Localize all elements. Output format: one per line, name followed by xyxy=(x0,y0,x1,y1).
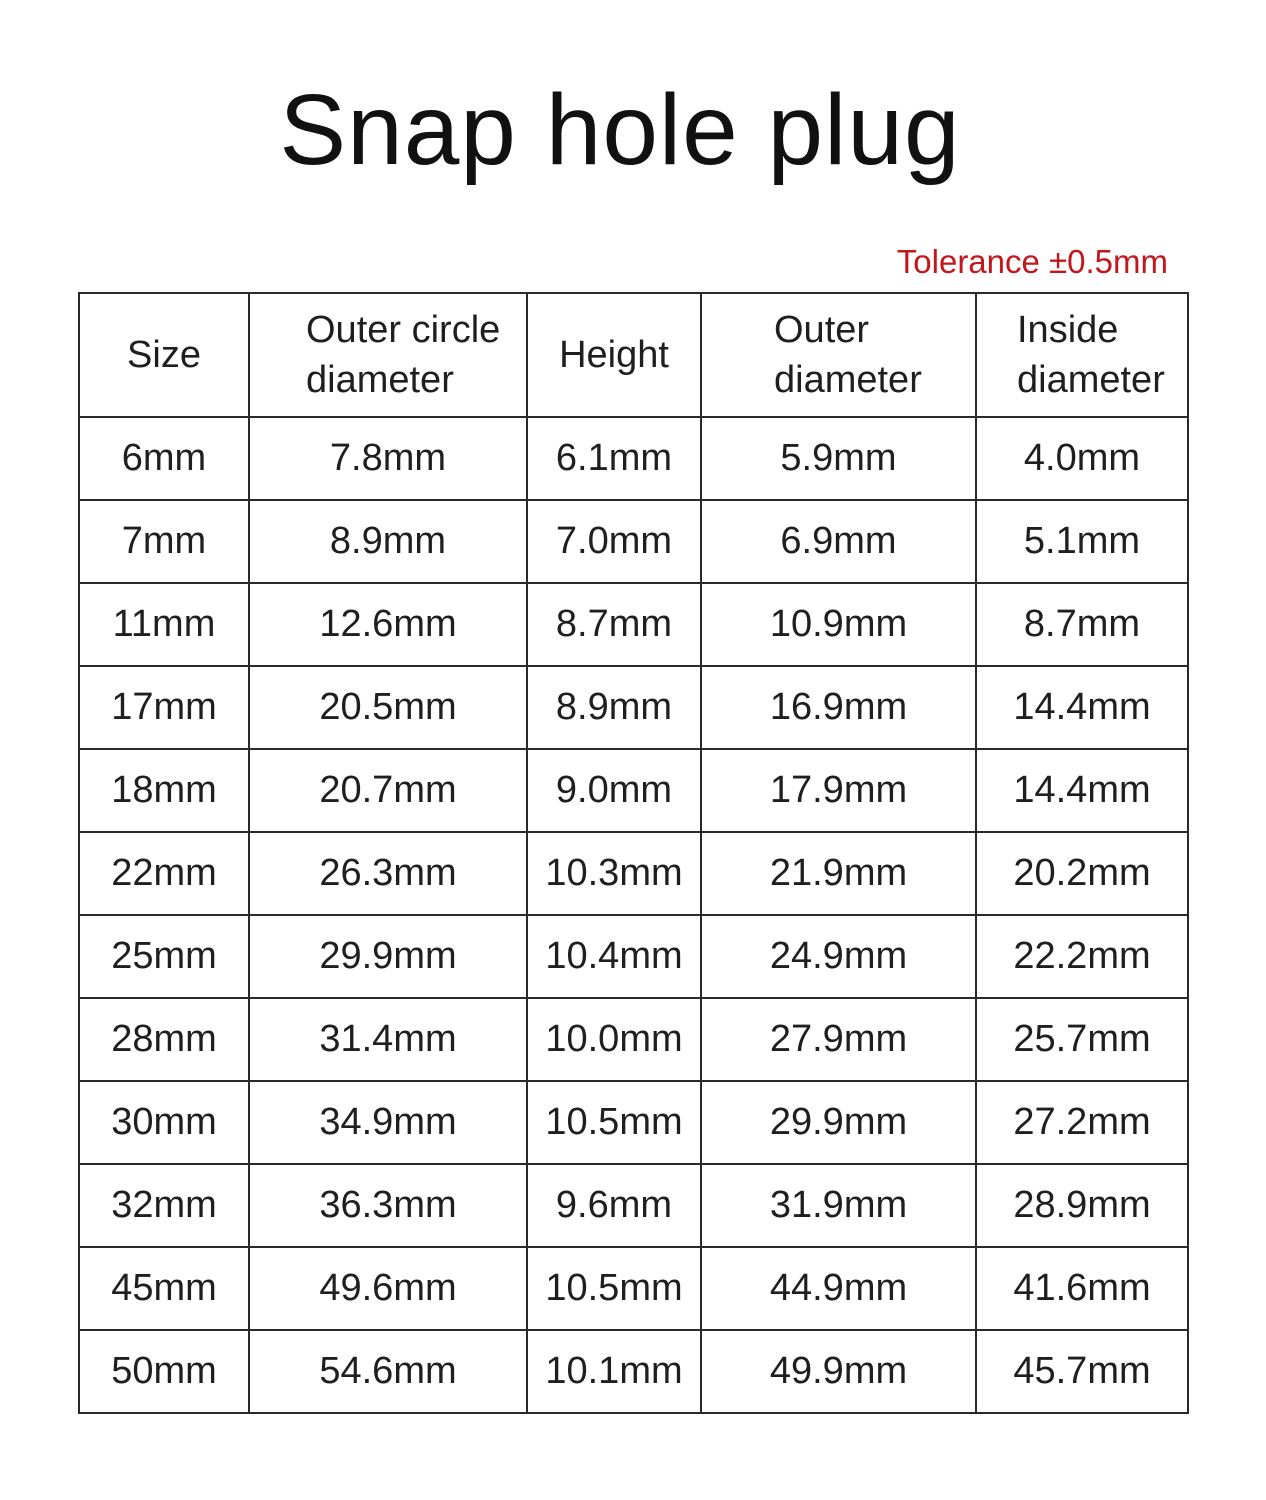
cell-height: 10.5mm xyxy=(527,1247,701,1330)
table-row xyxy=(79,1330,1188,1413)
cell-outer-diameter: 49.9mm xyxy=(701,1330,976,1413)
cell-height: 10.4mm xyxy=(527,915,701,998)
cell-size: 6mm xyxy=(79,417,249,500)
header-outer-circle-diameter-line1: Outer circle xyxy=(306,309,501,351)
cell-height: 10.0mm xyxy=(527,998,701,1081)
header-inside-diameter-line2: diameter xyxy=(1017,359,1165,401)
cell-size: 45mm xyxy=(79,1247,249,1330)
cell-height: 9.0mm xyxy=(527,749,701,832)
header-outer-circle-diameter-line2: diameter xyxy=(306,359,454,401)
cell-outer-circle-diameter: 54.6mm xyxy=(249,1330,527,1413)
cell-height: 9.6mm xyxy=(527,1164,701,1247)
cell-outer-diameter: 24.9mm xyxy=(701,915,976,998)
cell-inside-diameter: 22.2mm xyxy=(976,915,1188,998)
table-row xyxy=(79,749,1188,832)
table-row xyxy=(79,583,1188,666)
cell-size: 30mm xyxy=(79,1081,249,1164)
cell-outer-circle-diameter: 34.9mm xyxy=(249,1081,527,1164)
table-row xyxy=(79,1247,1188,1330)
cell-height: 8.7mm xyxy=(527,583,701,666)
cell-inside-diameter: 14.4mm xyxy=(976,749,1188,832)
cell-outer-circle-diameter: 31.4mm xyxy=(249,998,527,1081)
cell-size: 22mm xyxy=(79,832,249,915)
header-height: Height xyxy=(527,293,701,417)
table-row xyxy=(79,998,1188,1081)
header-inside-diameter xyxy=(976,293,1188,417)
header-inside-diameter-line1: Inside xyxy=(1017,309,1119,351)
cell-outer-diameter: 5.9mm xyxy=(701,417,976,500)
cell-outer-diameter: 6.9mm xyxy=(701,500,976,583)
cell-outer-diameter: 27.9mm xyxy=(701,998,976,1081)
spec-table xyxy=(78,292,1189,1414)
table-row xyxy=(79,417,1188,500)
header-outer-circle-diameter xyxy=(249,293,527,417)
cell-height: 8.9mm xyxy=(527,666,701,749)
cell-size: 32mm xyxy=(79,1164,249,1247)
cell-height: 10.5mm xyxy=(527,1081,701,1164)
cell-inside-diameter: 41.6mm xyxy=(976,1247,1188,1330)
cell-inside-diameter: 20.2mm xyxy=(976,832,1188,915)
table-row xyxy=(79,1081,1188,1164)
table-row xyxy=(79,666,1188,749)
cell-outer-circle-diameter: 20.5mm xyxy=(249,666,527,749)
cell-height: 7.0mm xyxy=(527,500,701,583)
table-row xyxy=(79,915,1188,998)
cell-outer-circle-diameter: 8.9mm xyxy=(249,500,527,583)
cell-outer-diameter: 44.9mm xyxy=(701,1247,976,1330)
cell-size: 25mm xyxy=(79,915,249,998)
table-header-row xyxy=(79,293,1188,417)
cell-outer-circle-diameter: 26.3mm xyxy=(249,832,527,915)
cell-outer-diameter: 17.9mm xyxy=(701,749,976,832)
cell-outer-circle-diameter: 20.7mm xyxy=(249,749,527,832)
cell-size: 17mm xyxy=(79,666,249,749)
table-row xyxy=(79,1164,1188,1247)
page-title: Snap hole plug xyxy=(279,74,961,186)
cell-size: 7mm xyxy=(79,500,249,583)
header-outer-diameter-line2: diameter xyxy=(774,359,922,401)
cell-inside-diameter: 45.7mm xyxy=(976,1330,1188,1413)
header-outer-diameter xyxy=(701,293,976,417)
cell-outer-diameter: 21.9mm xyxy=(701,832,976,915)
cell-inside-diameter: 14.4mm xyxy=(976,666,1188,749)
cell-inside-diameter: 5.1mm xyxy=(976,500,1188,583)
tolerance-note: Tolerance ±0.5mm xyxy=(896,243,1168,280)
cell-outer-diameter: 16.9mm xyxy=(701,666,976,749)
header-size: Size xyxy=(79,293,249,417)
cell-inside-diameter: 25.7mm xyxy=(976,998,1188,1081)
cell-outer-diameter: 10.9mm xyxy=(701,583,976,666)
cell-outer-circle-diameter: 12.6mm xyxy=(249,583,527,666)
cell-inside-diameter: 28.9mm xyxy=(976,1164,1188,1247)
cell-height: 10.3mm xyxy=(527,832,701,915)
cell-inside-diameter: 4.0mm xyxy=(976,417,1188,500)
cell-size: 11mm xyxy=(79,583,249,666)
table-row xyxy=(79,500,1188,583)
cell-inside-diameter: 8.7mm xyxy=(976,583,1188,666)
cell-height: 10.1mm xyxy=(527,1330,701,1413)
cell-size: 28mm xyxy=(79,998,249,1081)
cell-size: 18mm xyxy=(79,749,249,832)
header-outer-diameter-line1: Outer xyxy=(774,309,870,351)
cell-outer-diameter: 29.9mm xyxy=(701,1081,976,1164)
cell-size: 50mm xyxy=(79,1330,249,1413)
cell-outer-diameter: 31.9mm xyxy=(701,1164,976,1247)
cell-outer-circle-diameter: 29.9mm xyxy=(249,915,527,998)
cell-outer-circle-diameter: 36.3mm xyxy=(249,1164,527,1247)
cell-outer-circle-diameter: 7.8mm xyxy=(249,417,527,500)
cell-height: 6.1mm xyxy=(527,417,701,500)
cell-inside-diameter: 27.2mm xyxy=(976,1081,1188,1164)
table-row xyxy=(79,832,1188,915)
cell-outer-circle-diameter: 49.6mm xyxy=(249,1247,527,1330)
